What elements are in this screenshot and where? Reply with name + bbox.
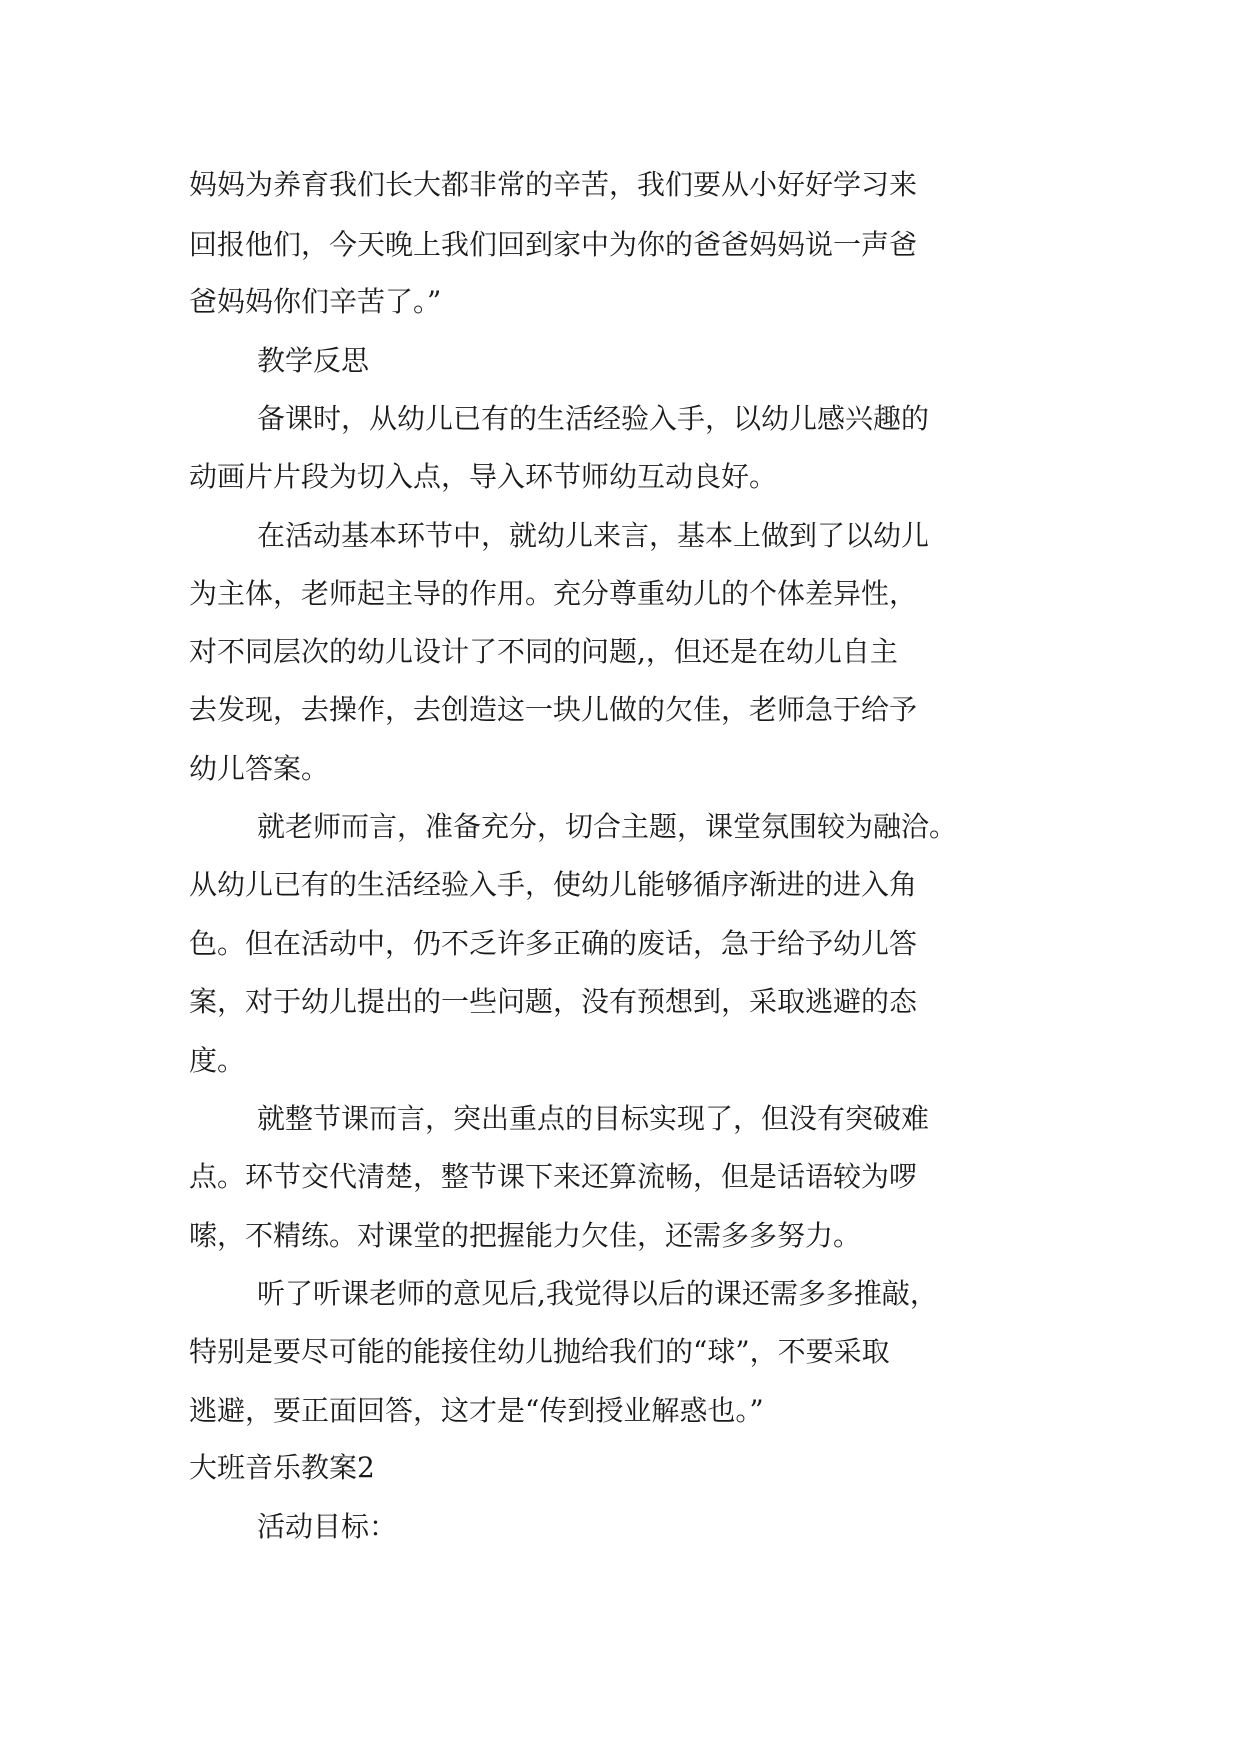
paragraph-line: 色。但在活动中，仍不乏许多正确的废话，急于给予幼儿答 (189, 927, 918, 960)
paragraph-line: 幼儿答案。 (189, 752, 330, 785)
paragraph-line: 回报他们，今天晚上我们回到家中为你的爸爸妈妈说一声爸 (189, 228, 918, 261)
paragraph-line: 对不同层次的幼儿设计了不同的问题,，但还是在幼儿自主 (189, 635, 898, 668)
paragraph-line: 逃避，要正面回答，这才是“传到授业解惑也。” (189, 1394, 764, 1427)
paragraph-line: 点。环节交代清楚，整节课下来还算流畅，但是话语较为啰 (189, 1160, 918, 1193)
paragraph-line: 备课时，从幼儿已有的生活经验入手，以幼儿感兴趣的 (257, 402, 930, 435)
paragraph-line: 动画片片段为切入点，导入环节师幼互动良好。 (189, 460, 778, 493)
paragraph-line: 听了听课老师的意见后,我觉得以后的课还需多多推敲， (257, 1277, 938, 1310)
paragraph-line: 就整节课而言，突出重点的目标实现了，但没有突破难 (257, 1102, 930, 1135)
paragraph-line: 爸妈妈你们辛苦了。” (189, 285, 442, 318)
section-heading: 活动目标： (257, 1510, 398, 1543)
paragraph-line: 特别是要尽可能的能接住幼儿抛给我们的“球”，不要采取 (189, 1335, 890, 1368)
paragraph-line: 去发现，去操作，去创造这一块儿做的欠佳，老师急于给予 (189, 693, 918, 726)
paragraph-line: 嗦，不精练。对课堂的把握能力欠佳，还需多多努力。 (189, 1219, 862, 1252)
paragraph-line: 度。 (189, 1044, 246, 1077)
paragraph-line: 案，对于幼儿提出的一些问题，没有预想到，采取逃避的态 (189, 985, 918, 1018)
paragraph-line: 为主体，老师起主导的作用。充分尊重幼儿的个体差异性， (189, 577, 918, 610)
document-title: 大班音乐教案2 (189, 1451, 375, 1484)
section-heading: 教学反思 (257, 344, 370, 377)
paragraph-line: 在活动基本环节中，就幼儿来言，基本上做到了以幼儿 (257, 519, 930, 552)
paragraph-line: 妈妈为养育我们长大都非常的辛苦，我们要从小好好学习来 (189, 168, 918, 201)
paragraph-line: 就老师而言，准备充分，切合主题，课堂氛围较为融洽。 (257, 810, 958, 843)
paragraph-line: 从幼儿已有的生活经验入手，使幼儿能够循序渐进的进入角 (189, 868, 918, 901)
